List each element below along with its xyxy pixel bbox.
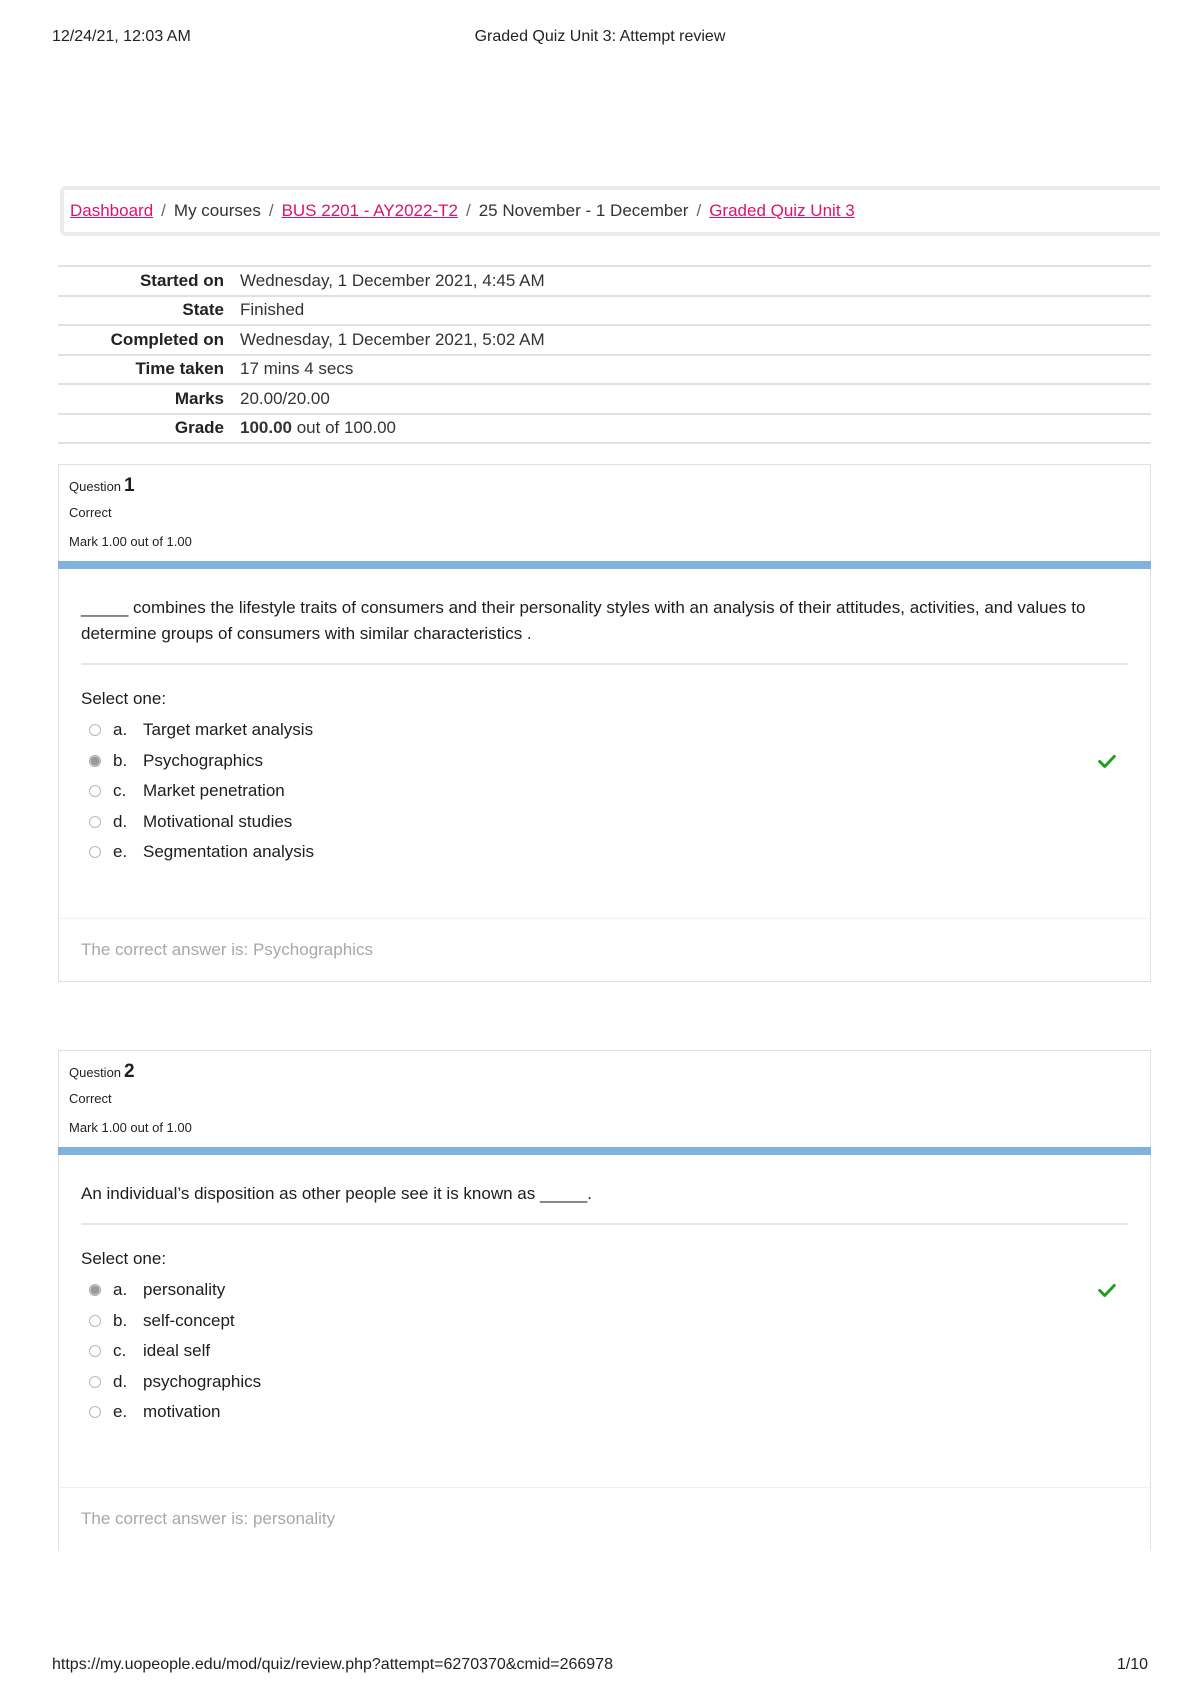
answer-text: personality: [143, 1280, 226, 1300]
answer-option[interactable]: [81, 715, 1128, 746]
answer-option[interactable]: [81, 1397, 1128, 1428]
answer-option[interactable]: [81, 1306, 1128, 1337]
print-url: https://my.uopeople.edu/mod/quiz/review.php?attempt=6270370&cmid=266978: [52, 1656, 613, 1673]
summary-label: Grade: [174, 418, 224, 438]
summary-label: Time taken: [135, 359, 224, 379]
question-divider-bar: [58, 561, 1151, 569]
print-page-number: 1/10: [1116, 1656, 1148, 1673]
answer-text: Psychographics: [143, 750, 264, 770]
breadcrumb-separator: /: [696, 201, 702, 220]
correct-check-icon: [1096, 1279, 1118, 1301]
select-one-label: Select one:: [81, 1249, 167, 1268]
question-2: [58, 1050, 1151, 1550]
question-number: 2: [124, 1061, 135, 1082]
answer-option[interactable]: [81, 776, 1128, 807]
question-info: [59, 1051, 1150, 1147]
question-label: Question: [69, 479, 122, 494]
question-mark: Mark 1.00 out of 1.00: [69, 1120, 192, 1135]
print-footer: [52, 1656, 1148, 1678]
answer-text: psychographics: [143, 1371, 262, 1391]
breadcrumb-separator: /: [161, 201, 166, 220]
summary-row-time-taken: [58, 355, 1151, 385]
select-one-label: Select one:: [81, 689, 167, 708]
question-state: Correct: [69, 505, 112, 520]
question-label: Question: [69, 1065, 122, 1080]
grade-score: 100.00: [240, 418, 292, 438]
summary-label: Started on: [139, 270, 224, 290]
answer-option[interactable]: [81, 837, 1128, 868]
summary-value: [234, 414, 1151, 444]
question-divider-bar: [58, 1147, 1151, 1155]
summary-value: Finished: [240, 300, 305, 320]
answer-list: [81, 1275, 1128, 1428]
radio-button[interactable]: [89, 785, 101, 797]
breadcrumb-separator: /: [268, 201, 274, 220]
radio-button[interactable]: [89, 1345, 101, 1357]
breadcrumb: [60, 186, 1160, 236]
summary-row-state: [58, 296, 1151, 326]
print-title: Graded Quiz Unit 3: Attempt review: [474, 28, 726, 45]
answer-letter: b.: [113, 750, 128, 770]
summary-value: 20.00/20.00: [240, 388, 330, 408]
summary-row-completed: [58, 325, 1151, 355]
summary-row-grade: [58, 414, 1151, 444]
answer-letter: e.: [113, 1402, 128, 1422]
answer-letter: a.: [113, 720, 128, 740]
radio-button[interactable]: [89, 1406, 101, 1418]
answer-letter: d.: [113, 1371, 128, 1391]
radio-button[interactable]: [89, 724, 101, 736]
correct-check-icon: [1096, 750, 1118, 772]
breadcrumb-dashboard-link[interactable]: Dashboard: [70, 201, 154, 220]
answer-option[interactable]: [81, 807, 1128, 838]
question-content: [59, 1155, 1150, 1428]
answer-letter: d.: [113, 811, 128, 831]
answer-option[interactable]: [81, 1367, 1128, 1398]
summary-value: 17 mins 4 secs: [240, 359, 354, 379]
question-state: Correct: [69, 1091, 112, 1106]
answer-text: Market penetration: [143, 781, 285, 801]
answer-option[interactable]: [81, 1275, 1128, 1306]
answer-list: [81, 715, 1128, 868]
summary-label: Completed on: [110, 329, 224, 349]
radio-button[interactable]: [89, 1376, 101, 1388]
answer-text: ideal self: [143, 1341, 211, 1361]
breadcrumb-separator: /: [465, 201, 471, 220]
answer-text: Motivational studies: [143, 811, 293, 831]
print-datetime: 12/24/21, 12:03 AM: [52, 28, 191, 45]
answer-text: motivation: [143, 1402, 221, 1422]
print-header: [52, 28, 1148, 50]
breadcrumb-week: 25 November - 1 December: [478, 201, 689, 220]
answer-letter: a.: [113, 1280, 128, 1300]
answer-letter: e.: [113, 842, 128, 862]
answer-letter: b.: [113, 1310, 128, 1330]
question-mark: Mark 1.00 out of 1.00: [69, 534, 192, 549]
summary-value: Wednesday, 1 December 2021, 4:45 AM: [240, 270, 545, 290]
question-1: [58, 464, 1151, 982]
summary-label: State: [182, 300, 224, 320]
correct-answer-feedback: The correct answer is: personality: [59, 1487, 1150, 1550]
question-text: An individual’s disposition as other people see it is known as _____.: [81, 1181, 1128, 1225]
question-text: _____ combines the lifestyle traits of consumers and their personality styles with an analysis of their attitudes, activities, and values to determine groups of consumers with similar characteristics .: [81, 595, 1128, 665]
attempt-summary-table: [58, 265, 1151, 444]
radio-button[interactable]: [89, 816, 101, 828]
answer-text: Segmentation analysis: [143, 842, 315, 862]
correct-answer-feedback: The correct answer is: Psychographics: [59, 918, 1150, 981]
answer-text: Target market analysis: [143, 720, 314, 740]
radio-button-selected[interactable]: [89, 755, 101, 767]
grade-out-of: out of 100.00: [292, 418, 396, 438]
radio-button[interactable]: [89, 1315, 101, 1327]
summary-value: Wednesday, 1 December 2021, 5:02 AM: [240, 329, 545, 349]
question-content: [59, 569, 1150, 868]
summary-row-started: [58, 266, 1151, 296]
question-number: 1: [124, 475, 135, 496]
breadcrumb-my-courses: My courses: [173, 201, 261, 220]
answer-letter: c.: [113, 1341, 127, 1361]
summary-label: Marks: [174, 388, 224, 408]
breadcrumb-course-link[interactable]: BUS 2201 - AY2022-T2: [281, 201, 458, 220]
answer-option[interactable]: [81, 1336, 1128, 1367]
answer-letter: c.: [113, 781, 127, 801]
answer-option[interactable]: [81, 746, 1128, 777]
answer-text: self-concept: [143, 1310, 235, 1330]
summary-row-marks: [58, 384, 1151, 414]
question-info: [59, 465, 1150, 561]
breadcrumb-quiz-link[interactable]: Graded Quiz Unit 3: [709, 201, 855, 220]
radio-button-selected[interactable]: [89, 1284, 101, 1296]
radio-button[interactable]: [89, 846, 101, 858]
